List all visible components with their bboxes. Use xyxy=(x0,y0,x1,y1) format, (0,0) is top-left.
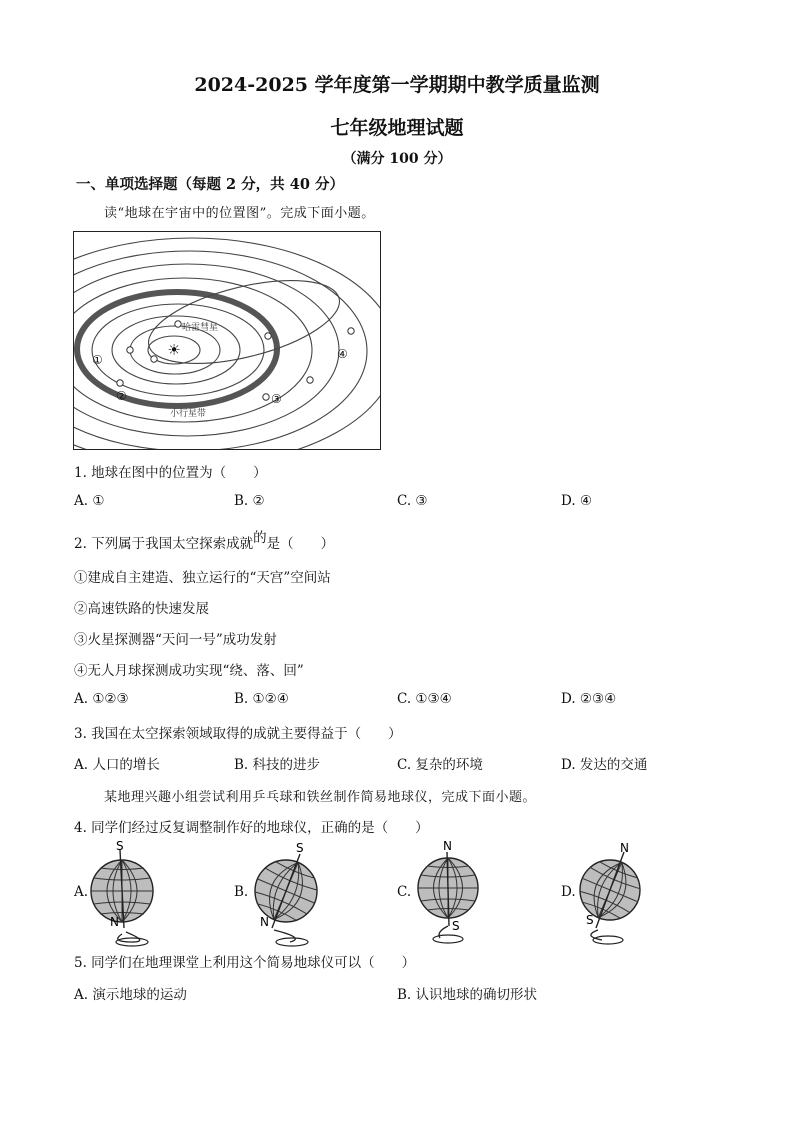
q1-option-b[interactable]: B. ② xyxy=(234,493,265,509)
planet-near-sun xyxy=(127,347,133,353)
solar-system-figure xyxy=(73,231,381,450)
globe-c-top-label: N xyxy=(443,839,452,853)
planet-outer-2 xyxy=(263,394,269,400)
section-intro: 读“地球在宇宙中的位置图”。完成下面小题。 xyxy=(104,206,375,221)
q5-option-b[interactable]: B. 认识地球的确切形状 xyxy=(397,987,538,1003)
globe-a-bottom-label: N xyxy=(110,915,119,929)
q2-item-1: ①建成自主建造、独立运行的“天宫”空间站 xyxy=(74,570,331,586)
marker-3: ③ xyxy=(271,392,282,406)
score-note: （满分 100 分） xyxy=(342,151,452,167)
q1-option-d[interactable]: D. ④ xyxy=(561,493,593,509)
q4-stem: 4. 同学们经过反复调整制作好的地球仪，正确的是（ ） xyxy=(74,820,429,836)
q3-option-c[interactable]: C. 复杂的环境 xyxy=(397,757,483,773)
q1-option-a[interactable]: A. ① xyxy=(74,493,105,509)
q4-option-c[interactable]: C. xyxy=(397,884,412,900)
marker-2: ② xyxy=(116,389,127,403)
q2-item-4: ④无人月球探测成功实现“绕、落、回” xyxy=(74,663,304,679)
globe-a-top-label: S xyxy=(116,839,124,853)
solar-system-diagram xyxy=(74,232,380,449)
globe-d-icon[interactable] xyxy=(574,838,664,948)
q2-item-2: ②高速铁路的快速发展 xyxy=(74,601,209,617)
q3-stem: 3. 我国在太空探索领域取得的成就主要得益于（ ） xyxy=(74,726,402,742)
section-heading: 一、单项选择题（每题 2 分，共 40 分） xyxy=(76,176,344,193)
q1-stem: 1. 地球在图中的位置为（ ） xyxy=(74,465,267,481)
q3-option-a[interactable]: A. 人口的增长 xyxy=(74,757,160,773)
globe-b-top-label: S xyxy=(296,841,304,855)
q1-option-c[interactable]: C. ③ xyxy=(397,493,428,509)
q3-option-d[interactable]: D. 发达的交通 xyxy=(561,757,648,773)
planet-mars xyxy=(117,380,123,386)
globe-c-bottom-label: S xyxy=(452,919,460,933)
q2-option-d[interactable]: D. ②③④ xyxy=(561,691,617,707)
q2-stem-part2: 是（ ） xyxy=(266,536,335,552)
q2-option-c[interactable]: C. ①③④ xyxy=(397,691,452,707)
q2-option-b[interactable]: B. ①②④ xyxy=(234,691,289,707)
q4-option-a[interactable]: A. xyxy=(74,884,89,900)
marker-4: ④ xyxy=(337,347,348,361)
subject-title: 七年级地理试题 xyxy=(330,117,464,139)
comet-label: 哈雷彗星 xyxy=(182,323,219,333)
q2-stem-part1: 2. 下列属于我国太空探索成就 xyxy=(74,536,254,552)
belt-label: 小行星带 xyxy=(170,409,207,419)
globe-intro: 某地理兴趣小组尝试利用乒乓球和铁丝制作简易地球仪，完成下面小题。 xyxy=(104,790,537,805)
globe-a-icon[interactable] xyxy=(86,838,176,948)
globe-d-bottom-label: S xyxy=(586,913,594,927)
planet-outer-4 xyxy=(265,333,271,339)
q5-stem: 5. 同学们在地理课堂上利用这个简易地球仪可以（ ） xyxy=(74,955,416,971)
globe-c-icon[interactable] xyxy=(410,838,500,948)
q4-option-d[interactable]: D. xyxy=(561,884,576,900)
globe-d-top-label: N xyxy=(620,841,629,855)
q2-stem xyxy=(74,532,334,552)
q5-option-a[interactable]: A. 演示地球的运动 xyxy=(74,987,187,1003)
globe-b-icon[interactable] xyxy=(248,838,338,948)
sun-icon: ☀ xyxy=(167,341,181,359)
q2-item-3: ③火星探测器“天问一号”成功发射 xyxy=(74,632,277,648)
q3-option-b[interactable]: B. 科技的进步 xyxy=(234,757,321,773)
planet-inner xyxy=(151,356,157,362)
planet-outer-3 xyxy=(348,328,354,334)
q4-option-b[interactable]: B. xyxy=(234,884,249,900)
q2-stem-superscript: 的 xyxy=(253,530,267,546)
planet-near-comet xyxy=(175,321,181,327)
orbit-8 xyxy=(74,238,380,449)
exam-title: 2024-2025 学年度第一学期期中教学质量监测 xyxy=(194,74,600,96)
q2-option-a[interactable]: A. ①②③ xyxy=(74,691,129,707)
planet-outer-1 xyxy=(307,377,313,383)
globe-b-bottom-label: N xyxy=(260,915,269,929)
marker-1: ① xyxy=(92,353,103,367)
